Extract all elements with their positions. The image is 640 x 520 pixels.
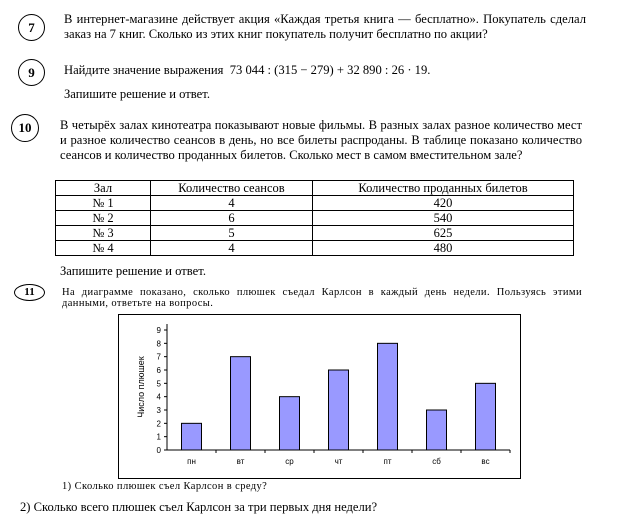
bar: [476, 383, 496, 450]
bar-chart: [118, 314, 521, 479]
table-cell: 480: [313, 241, 574, 256]
bar: [329, 370, 349, 450]
y-tick-label: 8: [156, 339, 161, 349]
table-header-row: [56, 181, 574, 196]
question-11-q1: 1) Сколько плюшек съел Карлсон в среду?: [62, 481, 268, 492]
table-cell: 4: [151, 196, 313, 211]
y-tick-label: 0: [156, 446, 161, 455]
table-cell: № 4: [56, 241, 151, 256]
x-tick-label: ср: [285, 457, 294, 466]
x-tick-label: пн: [187, 457, 196, 466]
question-9-line: [64, 63, 504, 78]
question-9-instruction: Найдите значение выражения: [64, 63, 224, 77]
y-tick-label: 1: [156, 432, 161, 442]
table-header: Количество сеансов: [151, 181, 313, 196]
table-cell: № 2: [56, 211, 151, 226]
bar: [182, 423, 202, 450]
table-cell: 625: [313, 226, 574, 241]
bar: [378, 343, 398, 450]
chart-frame: [119, 315, 521, 479]
y-tick-label: 5: [156, 379, 161, 389]
question-10-text: В четырёх залах кинотеатра показывают новые фильмы. В разных залах разное количество мест и разное количество сеансов в день, но все билеты распроданы. В таблице показано количество сеансов и количество проданных билетов. Сколько мест в самом вместительном зале?: [60, 118, 582, 162]
question-number-7: 7: [18, 14, 45, 41]
table-row: [56, 226, 574, 241]
bar: [231, 357, 251, 450]
question-9-expression: 73 044 : (315 − 279) + 32 890 : 26 · 19.: [229, 63, 431, 77]
cinema-table: [55, 180, 574, 256]
table-header: Зал: [56, 181, 151, 196]
x-tick-label: чт: [334, 457, 343, 466]
question-10-answer-prompt: Запишите решение и ответ.: [60, 264, 206, 278]
table-row: [56, 196, 574, 211]
table-cell: 4: [151, 241, 313, 256]
y-tick-label: 2: [156, 419, 161, 429]
table-cell: 5: [151, 226, 313, 241]
x-tick-label: вс: [481, 457, 490, 466]
y-tick-label: 7: [156, 352, 161, 362]
table-cell: 420: [313, 196, 574, 211]
y-tick-label: 9: [156, 326, 161, 335]
question-number-11: 11: [14, 284, 45, 301]
y-tick-label: 3: [156, 406, 161, 415]
bar: [427, 410, 447, 450]
question-11-q2: 2) Сколько всего плюшек съел Карлсон за три первых дня недели?: [20, 500, 378, 514]
y-tick-label: 4: [156, 392, 161, 402]
question-9-answer-prompt: Запишите решение и ответ.: [64, 87, 210, 101]
table-row: [56, 241, 574, 256]
x-tick-label: вт: [236, 457, 245, 466]
table-header: Количество проданных билетов: [313, 181, 574, 196]
x-tick-label: сб: [432, 457, 441, 466]
x-tick-label: пт: [383, 457, 392, 466]
table-cell: 540: [313, 211, 574, 226]
y-tick-label: 6: [156, 366, 161, 375]
table-cell: № 3: [56, 226, 151, 241]
y-axis-label: Число плюшек: [136, 356, 146, 418]
table-row: [56, 211, 574, 226]
bar: [280, 397, 300, 450]
question-7-text: В интернет-магазине действует акция «Каждая третья книга — бесплатно». Покупатель сделал заказ на 7 книг. Сколько из этих книг покупатель получит бесплатно по акции?: [64, 12, 586, 41]
question-number-9: 9: [18, 59, 45, 86]
table-cell: 6: [151, 211, 313, 226]
table-cell: № 1: [56, 196, 151, 211]
question-11-text: На диаграмме показано, сколько плюшек съедал Карлсон в каждый день недели. Пользуясь этими данными, ответьте на вопросы.: [62, 287, 582, 309]
question-number-10: 10: [11, 114, 39, 142]
